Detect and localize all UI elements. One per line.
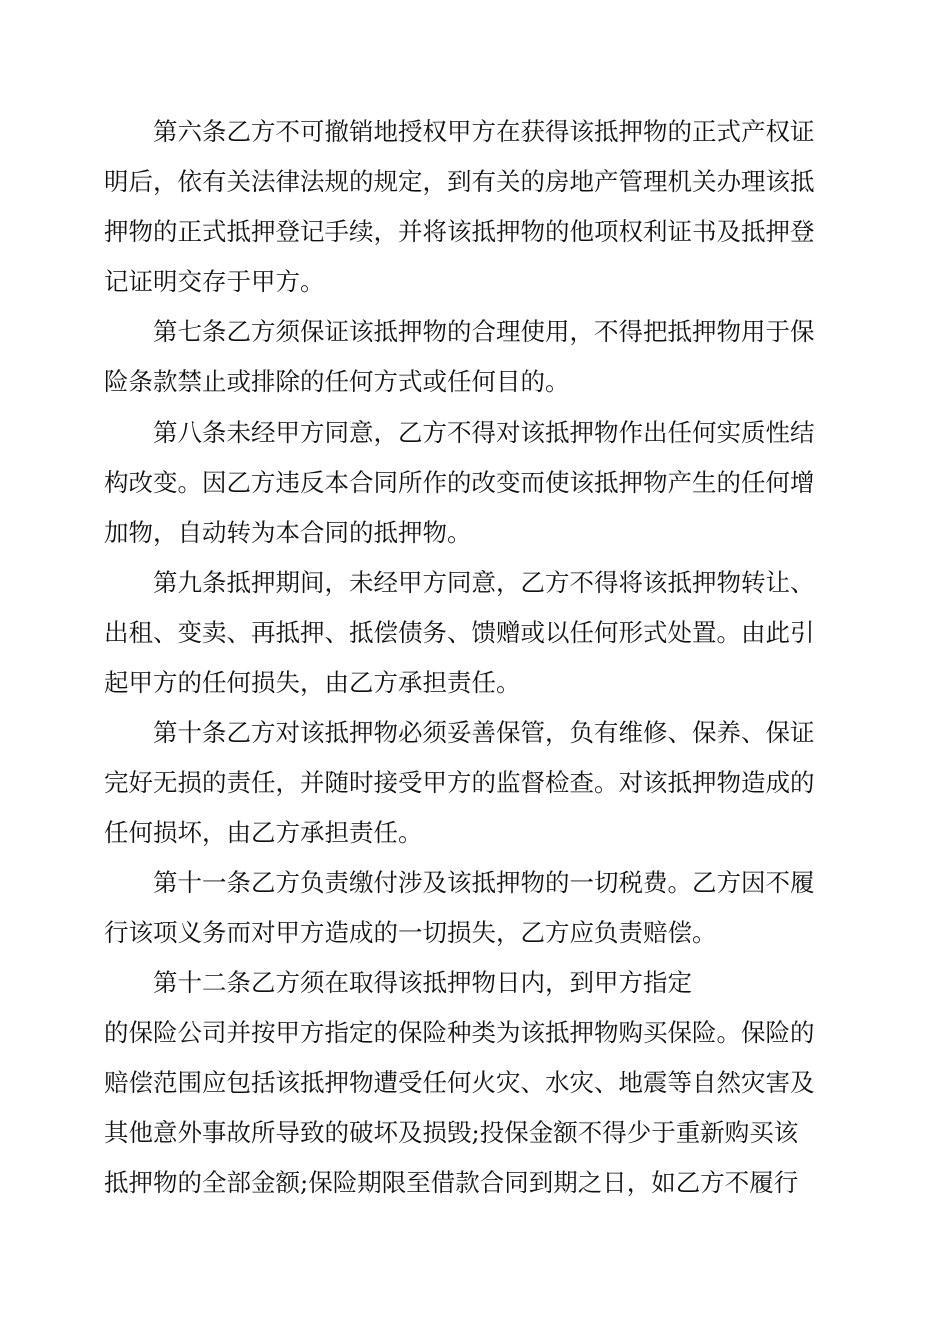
article-6-line-2: 明后，依有关法律法规的规定，到有关的房地产管理机关办理该抵 [104, 167, 815, 196]
article-7-line-2: 险条款禁止或排除的任何方式或任何目的。 [104, 367, 570, 396]
article-12-line-5: 抵押物的全部金额;保险期限至借款合同到期之日，如乙方不履行 [104, 1168, 799, 1197]
article-11-line-1: 第十一条乙方负责缴付涉及该抵押物的一切税费。乙方因不履 [153, 868, 815, 897]
article-6-line-3: 押物的正式抵押登记手续，并将该抵押物的他项权利证书及抵押登 [104, 217, 815, 246]
article-6-line-1: 第六条乙方不可撤销地授权甲方在获得该抵押物的正式产权证 [153, 117, 815, 146]
article-6-line-4: 记证明交存于甲方。 [104, 267, 325, 296]
article-12-line-4: 其他意外事故所导致的破坏及损毁;投保金额不得少于重新购买该 [104, 1118, 799, 1147]
article-12-line-1: 第十二条乙方须在取得该抵押物日内，到甲方指定 [153, 968, 692, 997]
article-9-line-3: 起甲方的任何损失，由乙方承担责任。 [104, 668, 521, 697]
article-7-line-1: 第七条乙方须保证该抵押物的合理使用，不得把抵押物用于保 [153, 317, 815, 346]
article-12-line-3: 赔偿范围应包括该抵押物遭受任何火灾、水灾、地震等自然灾害及 [104, 1068, 815, 1097]
article-8-line-2: 构改变。因乙方违反本合同所作的改变而使该抵押物产生的任何增 [104, 468, 815, 497]
article-10-line-1: 第十条乙方对该抵押物必须妥善保管，负有维修、保养、保证 [153, 718, 815, 747]
article-9-line-2: 出租、变卖、再抵押、抵偿债务、馈赠或以任何形式处置。由此引 [104, 618, 815, 647]
article-11-line-2: 行该项义务而对甲方造成的一切损失，乙方应负责赔偿。 [104, 918, 717, 947]
article-8-line-3: 加物，自动转为本合同的抵押物。 [104, 518, 472, 547]
article-8-line-1: 第八条未经甲方同意，乙方不得对该抵押物作出任何实质性结 [153, 418, 815, 447]
article-9-line-1: 第九条抵押期间，未经甲方同意，乙方不得将该抵押物转让、 [153, 568, 815, 597]
article-10-line-3: 任何损坏，由乙方承担责任。 [104, 818, 423, 847]
article-10-line-2: 完好无损的责任，并随时接受甲方的监督检查。对该抵押物造成的 [104, 768, 815, 797]
article-12-line-2: 的保险公司并按甲方指定的保险种类为该抵押物购买保险。保险的 [104, 1018, 815, 1047]
